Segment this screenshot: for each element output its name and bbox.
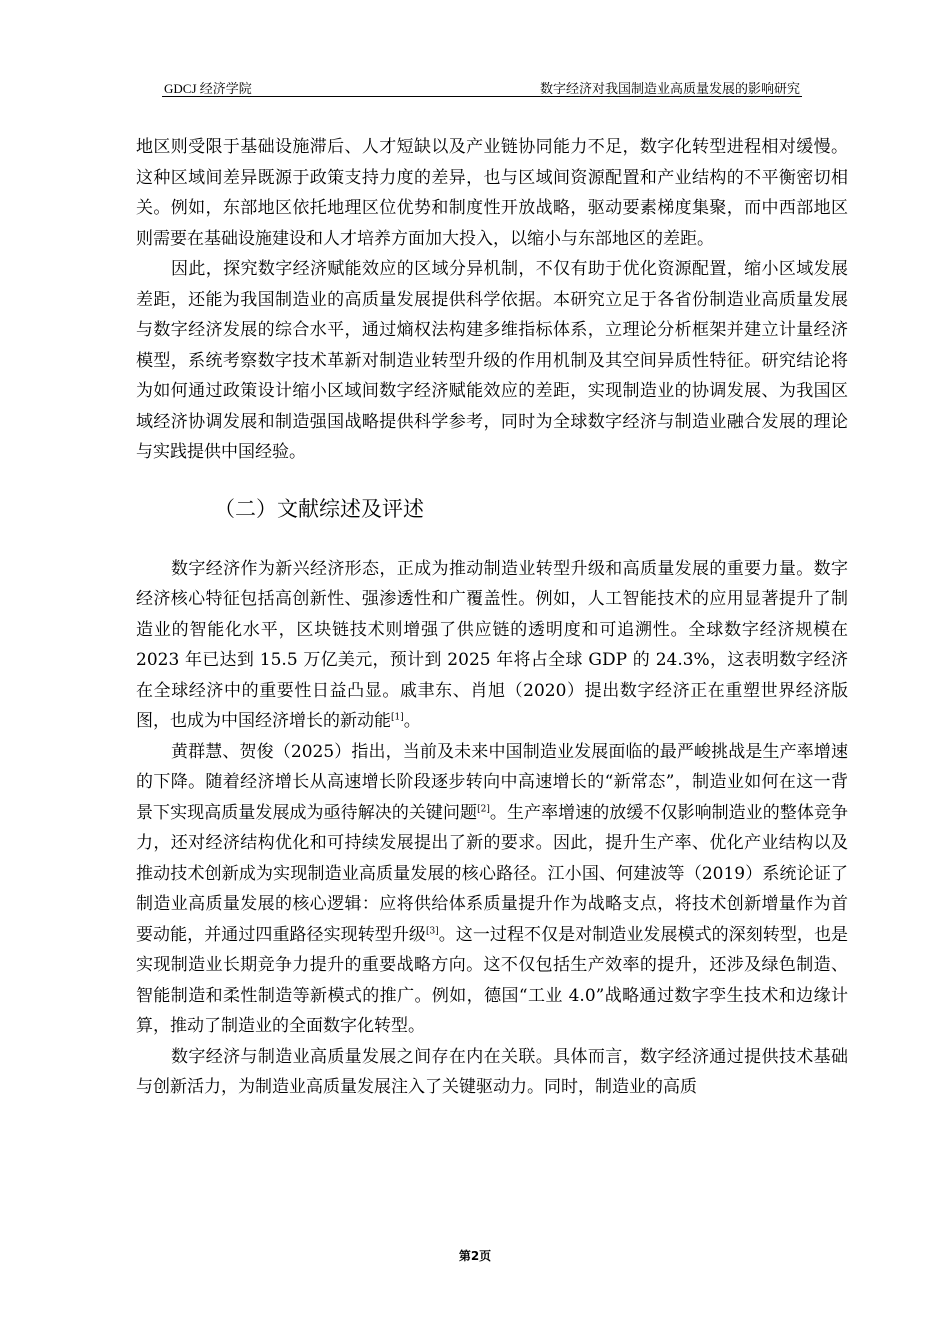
paragraph-1: 地区则受限于基础设施滞后、人才短缺以及产业链协同能力不足，数字化转型进程相对缓慢。这种区域间差异既源于政策支持力度的差异，也与区域间资源配置和产业结构的不平衡密切相关。例如，东部地区依托地理区位优势和制度性开放战略，驱动要素梯度集聚，而中西部地区则需要在基础设施建设和人才培养方面加大投入，以缩小与东部地区的差距。	[136, 137, 848, 249]
page-header	[162, 76, 802, 97]
paragraph-3	[136, 554, 848, 737]
section-heading: （二）文献综述及评述	[214, 496, 424, 521]
paragraph-5: 数字经济与制造业高质量发展之间存在内在关联。具体而言，数字经济通过提供技术基础与创新活力，为制造业高质量发展注入了关键驱动力。同时，制造业的高质	[136, 1046, 848, 1097]
paragraph-4-part-a: 黄群慧、贺俊（2025）指出，当前及未来中国制造业发展面临的最严峻挑战是生产率增速的下降。随着经济增长从高速增长阶段逐步转向中高速增长的“新常态”，制造业如何在这一背景下实现高质量发展成为亟待解决的关键问题	[136, 741, 848, 823]
paragraph-2: 因此，探究数字经济赋能效应的区域分异机制，不仅有助于优化资源配置，缩小区域发展差距，还能为我国制造业的高质量发展提供科学依据。本研究立足于各省份制造业高质量发展与数字经济发展的综合水平，通过熵权法构建多维指标体系，立理论分析框架并建立计量经济模型，系统考察数字技术革新对制造业转型升级的作用机制及其空间异质性特征。研究结论将为如何通过政策设计缩小区域间数字经济赋能效应的差距，实现制造业的协调发展、为我国区域经济协调发展和制造强国战略提供科学参考，同时为全球数字经济与制造业融合发展的理论与实践提供中国经验。	[136, 259, 848, 462]
paragraph-4-part-b: 。生产率增速的放缓不仅影响制造业的整体竞争力，还对经济结构优化和可持续发展提出了新的要求。因此，提升生产率、优化产业结构以及推动技术创新成为实现制造业高质量发展的核心路径。江小国、何建波等（2019）系统论证了制造业高质量发展的核心逻辑：应将供给体系质量提升作为战略支点，将技术创新增量作为首要动能，并通过四重路径实现转型升级	[136, 802, 849, 945]
citation-3: [3]	[425, 925, 439, 936]
header-institution: GDCJ 经济学院	[164, 81, 252, 96]
body-text	[136, 132, 848, 1103]
paragraph-4	[136, 737, 848, 1042]
header-title: 数字经济对我国制造业高质量发展的影响研究	[539, 81, 800, 96]
citation-1: [1]	[391, 712, 404, 723]
paragraph-3-end: 。	[403, 711, 421, 731]
paragraph-4-part-c: 。这一过程不仅是对制造业发展模式的深刻转型，也是实现制造业长期竞争力提升的重要战略方向。这不仅包括生产效率的提升，还涉及绿色制造、智能制造和柔性制造等新模式的推广。例如，德国“工业 4.0”战略通过数字孪生技术和边缘计算，推动了制造业的全面数字化转型。	[136, 924, 849, 1036]
citation-2: [2]	[477, 803, 490, 814]
paragraph-3-text: 数字经济作为新兴经济形态，正成为推动制造业转型升级和高质量发展的重要力量。数字经济核心特征包括高创新性、强渗透性和广覆盖性。例如，人工智能技术的应用显著提升了制造业的智能化水平，区块链技术则增强了供应链的透明度和可追溯性。全球数字经济规模在 2023 年已达到 15.5 万亿美元，预计到 2025 年将占全球 GDP 的 24.3%，这表明数字经济在全球经济中的重要性日益凸显。戚聿东、肖旭（2020）提出数字经济正在重塑世界经济版图，也成为中国经济增长的新动能	[136, 558, 848, 731]
page-number: 第2页	[458, 1249, 492, 1263]
